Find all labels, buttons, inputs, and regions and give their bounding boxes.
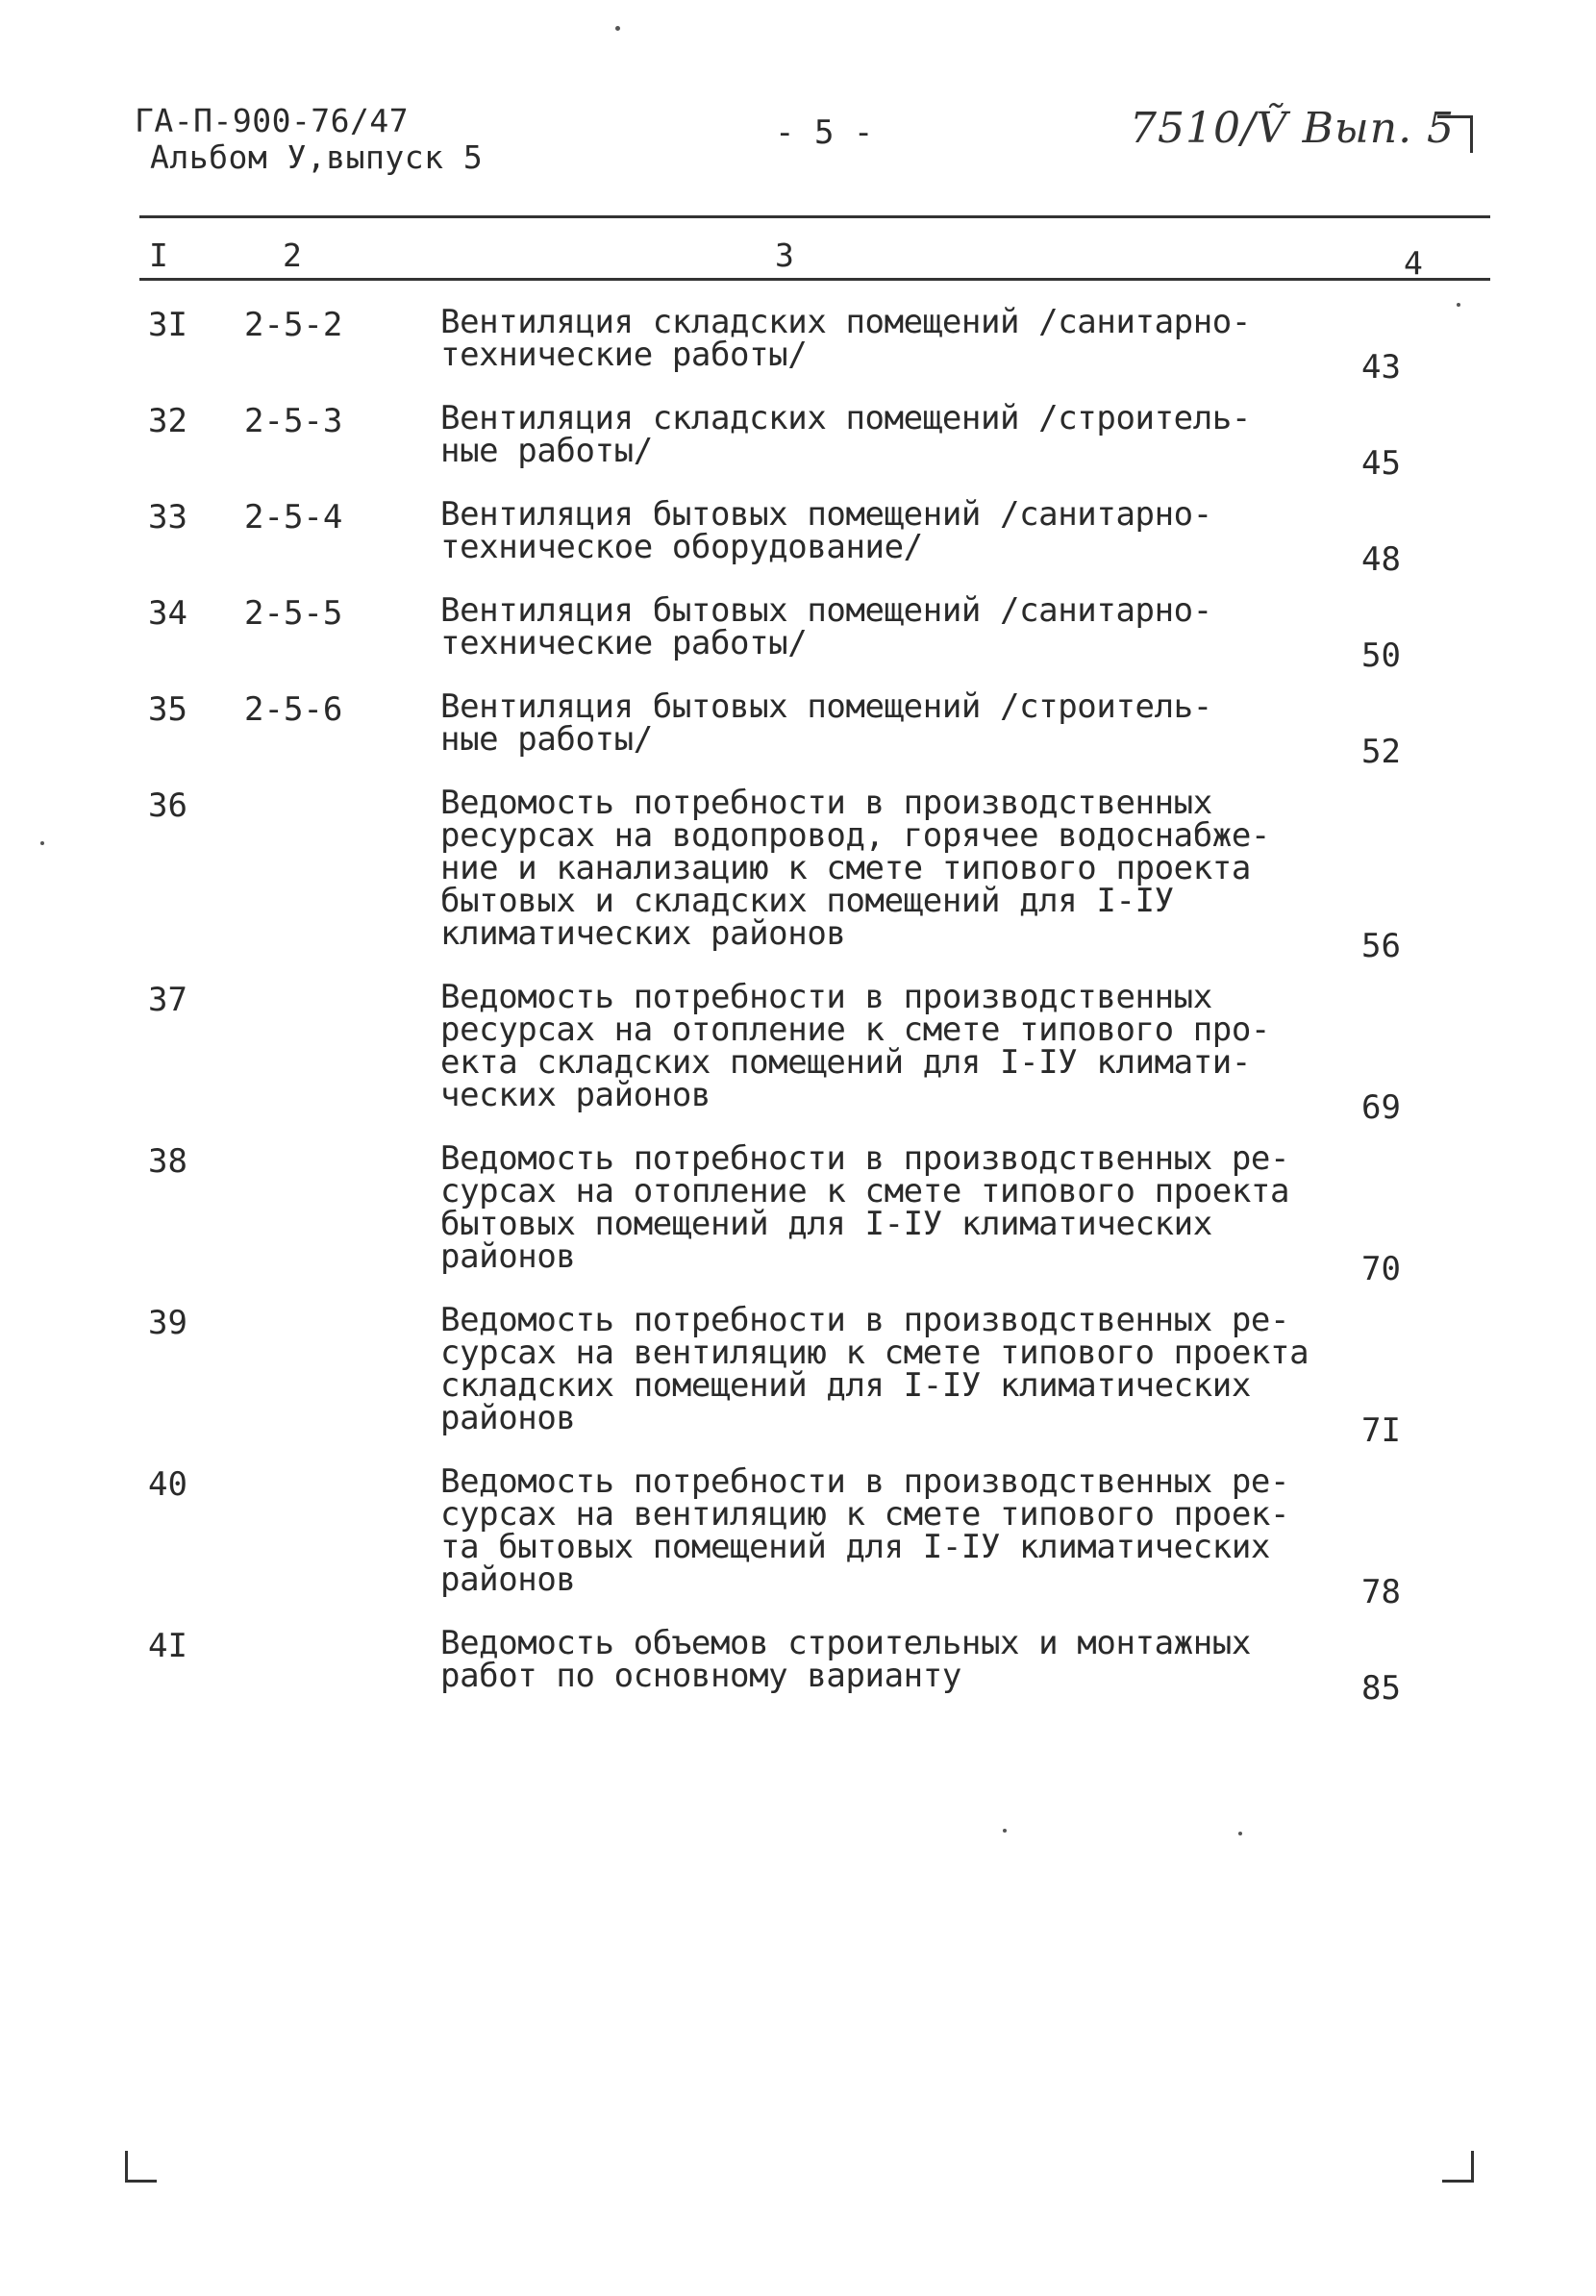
description-line: работ по основному варианту <box>440 1657 961 1695</box>
description-line: ресурсах на водопровод, горячее водоснабже- <box>440 816 1270 855</box>
column-header-2: 2 <box>283 237 302 274</box>
scan-speck <box>1457 303 1460 307</box>
handwritten-annotation: 7510/Ṽ Вып. 5 <box>1130 104 1456 153</box>
scan-speck <box>40 841 44 845</box>
row-code: 2-5-6 <box>244 690 343 729</box>
row-page: 56 <box>1361 927 1401 965</box>
description-line: ные работы/ <box>440 720 653 759</box>
description-line: Вентиляция складских помещений /санитарно- <box>440 303 1251 341</box>
row-description <box>440 784 1270 953</box>
corner-mark-top-right <box>1437 115 1473 153</box>
document-code: ГА-П-900-76/47 <box>135 102 410 139</box>
row-description <box>440 1624 1251 1695</box>
row-description <box>440 1139 1290 1276</box>
description-line: бытовых и складских помещений для I-IУ <box>440 882 1174 920</box>
row-number: 40 <box>148 1465 187 1504</box>
description-line: технические работы/ <box>440 624 808 662</box>
row-page: 85 <box>1361 1669 1401 1708</box>
description-line: Вентиляция складских помещений /строитель- <box>440 399 1251 437</box>
row-number: 39 <box>148 1304 187 1342</box>
scan-speck <box>1238 1832 1242 1835</box>
row-description <box>440 303 1251 374</box>
page-number: - 5 - <box>775 113 874 152</box>
description-line: ресурсах на отопление к смете типового про- <box>440 1011 1270 1049</box>
row-description <box>440 591 1212 662</box>
description-line: сурсах на отопление к смете типового проекта <box>440 1172 1290 1210</box>
description-line: сурсах на вентиляцию к смете типового проек- <box>440 1495 1290 1534</box>
corner-mark-bottom-left <box>125 2151 157 2183</box>
description-line: технические работы/ <box>440 336 808 374</box>
description-line: Ведомость потребности в производственных ре- <box>440 1139 1290 1178</box>
row-description <box>440 1301 1309 1437</box>
column-header-1: I <box>149 237 168 274</box>
row-number: 34 <box>148 594 187 633</box>
row-code: 2-5-2 <box>244 306 343 344</box>
row-page: 78 <box>1361 1573 1401 1611</box>
description-line: Ведомость потребности в производственных <box>440 784 1212 822</box>
row-description <box>440 1462 1290 1599</box>
description-line: ние и канализацию к смете типового проекта <box>440 849 1251 887</box>
row-description <box>440 978 1270 1114</box>
description-line: техническое оборудование/ <box>440 528 923 566</box>
row-number: 38 <box>148 1142 187 1181</box>
description-line: бытовых помещений для I-IУ климатических <box>440 1205 1212 1243</box>
description-line: районов <box>440 1399 576 1437</box>
description-line: климатических районов <box>440 914 846 953</box>
album-label: Альбом У,выпуск 5 <box>150 138 484 176</box>
description-line: Вентиляция бытовых помещений /санитарно- <box>440 495 1212 534</box>
description-line: районов <box>440 1237 576 1276</box>
description-line: Ведомость потребности в производственных ре- <box>440 1301 1290 1339</box>
scan-speck <box>1003 1829 1007 1833</box>
column-header-rule <box>139 278 1490 281</box>
row-page: 70 <box>1361 1250 1401 1288</box>
description-line: Ведомость потребности в производственных ре- <box>440 1462 1290 1501</box>
row-code: 2-5-5 <box>244 594 343 633</box>
scan-speck <box>615 26 620 31</box>
description-line: ческих районов <box>440 1076 711 1114</box>
row-page: 43 <box>1361 348 1401 387</box>
row-code: 2-5-4 <box>244 498 343 537</box>
row-number: 4I <box>148 1627 187 1665</box>
row-description <box>440 495 1212 566</box>
row-page: 50 <box>1361 636 1401 675</box>
row-page: 52 <box>1361 733 1401 771</box>
column-header-4: 4 <box>1404 244 1423 282</box>
row-number: 36 <box>148 786 187 825</box>
description-line: складских помещений для I-IУ климатических <box>440 1366 1251 1405</box>
column-header-3: 3 <box>775 237 794 274</box>
description-line: ные работы/ <box>440 432 653 470</box>
row-page: 45 <box>1361 444 1401 483</box>
description-line: Вентиляция бытовых помещений /строитель- <box>440 687 1212 726</box>
row-code: 2-5-3 <box>244 402 343 440</box>
corner-mark-bottom-right <box>1442 2151 1474 2183</box>
description-line: районов <box>440 1560 576 1599</box>
row-description <box>440 399 1251 470</box>
description-line: екта складских помещений для I-IУ климати- <box>440 1043 1251 1082</box>
row-number: 32 <box>148 402 187 440</box>
row-page: 48 <box>1361 540 1401 579</box>
row-page: 7I <box>1361 1411 1401 1450</box>
row-number: 33 <box>148 498 187 537</box>
description-line: та бытовых помещений для I-IУ климатических <box>440 1528 1270 1566</box>
description-line: сурсах на вентиляцию к смете типового проекта <box>440 1334 1309 1372</box>
description-line: Ведомость объемов строительных и монтажных <box>440 1624 1251 1662</box>
header-rule <box>139 215 1490 218</box>
row-description <box>440 687 1212 759</box>
row-page: 69 <box>1361 1088 1401 1127</box>
row-number: 3I <box>148 306 187 344</box>
description-line: Ведомость потребности в производственных <box>440 978 1212 1016</box>
row-number: 37 <box>148 981 187 1019</box>
row-number: 35 <box>148 690 187 729</box>
description-line: Вентиляция бытовых помещений /санитарно- <box>440 591 1212 630</box>
